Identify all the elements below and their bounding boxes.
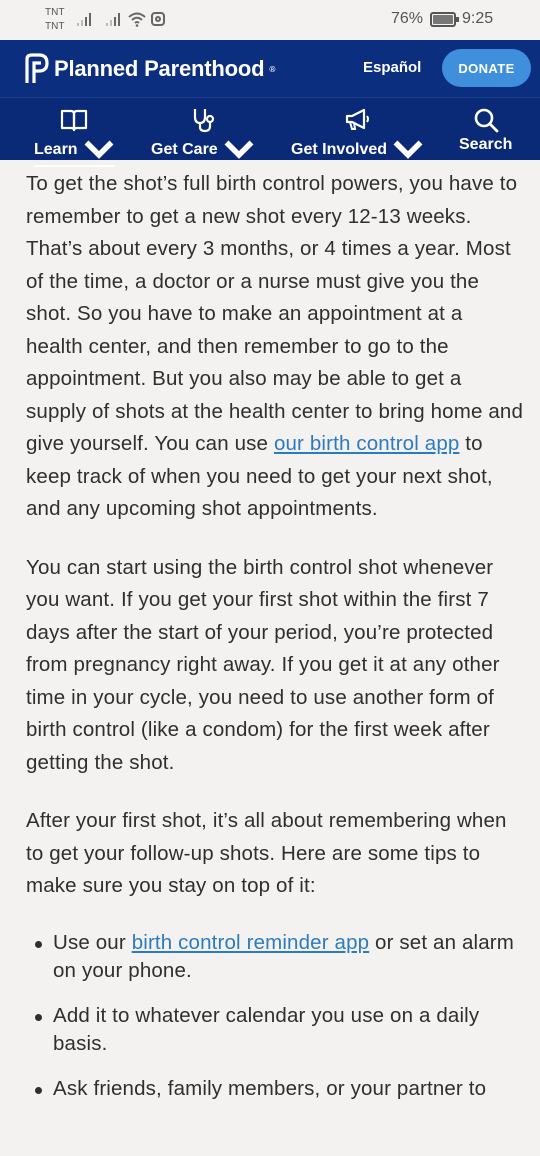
wifi-icon — [128, 10, 146, 28]
battery-icon — [430, 12, 456, 27]
stethoscope-icon — [187, 106, 217, 134]
nav-get-care[interactable] — [151, 106, 254, 164]
list-item: Ask friends, family members, or your partner to — [26, 1075, 524, 1103]
registered-mark: ® — [268, 64, 277, 74]
nav-search[interactable] — [459, 106, 512, 154]
book-icon — [59, 106, 89, 134]
instagram-icon — [151, 12, 165, 26]
search-icon — [471, 106, 501, 134]
signal-strength-icon — [77, 12, 91, 26]
nav-get-involved-label: Get Involved — [291, 141, 388, 158]
tips-list — [26, 929, 524, 1103]
paragraph-start-using: You can start using the birth control shot whenever you want. If you get your first shot within the first 7 days after the start of your period, you’re protected from pregnancy right away. If you get it at any other time in your cycle, you need to use another form of birth control (like a condom) for the first week after getting the shot. — [26, 555, 500, 774]
site-header — [0, 40, 540, 97]
signal-strength-icon-2 — [106, 12, 120, 26]
donate-button[interactable]: DONATE — [442, 49, 531, 87]
nav-search-label: Search — [459, 136, 513, 153]
megaphone-icon — [342, 106, 372, 134]
espanol-link[interactable]: Español — [363, 59, 422, 76]
chevron-down-icon — [224, 136, 254, 164]
carrier-labels — [45, 6, 64, 34]
battery-percent: 76% — [391, 10, 424, 27]
birth-control-reminder-app-link[interactable]: birth control reminder app — [131, 930, 370, 954]
chevron-down-icon — [84, 136, 114, 164]
carrier-2: TNT — [45, 21, 65, 32]
status-bar — [0, 0, 540, 40]
nav-learn-label: Learn — [34, 141, 78, 158]
nav-learn[interactable] — [34, 106, 114, 167]
carrier-1: TNT — [45, 7, 65, 18]
clock: 9:25 — [462, 10, 494, 27]
list-item: Add it to whatever calendar you use on a daily basis. — [26, 1002, 524, 1058]
list-item: Use our birth control reminder app or set an alarm on your phone. — [26, 929, 524, 985]
nav-get-care-label: Get Care — [151, 141, 218, 158]
birth-control-app-link[interactable]: our birth control app — [273, 432, 460, 455]
planned-parenthood-logo-icon — [24, 53, 50, 85]
paragraph-follow-up: After your first shot, it’s all about remembering when to get your follow-up shots. Here are some tips to make sure you stay on top of it: — [26, 809, 507, 897]
nav-get-involved[interactable] — [291, 106, 423, 164]
logo[interactable] — [24, 53, 276, 85]
main-nav — [0, 97, 540, 160]
brand-name: Planned Parenthood — [54, 56, 265, 81]
article-body — [26, 168, 524, 1120]
paragraph-shot-schedule: To get the shot’s full birth control powers, you have to remember to get a new shot every 12-13 weeks. That’s about every 3 months, or 4 times a year. Most of the time, a doctor or a nurse must give you the shot. So you have to make an appointment at a health center, and then remember to go to the appointment. But you also may be able to get a supply of shots at the health center to bring home and give yourself. You can use our birth control app to keep track of when you need to get your next shot, and any upcoming shot appointments. — [26, 172, 523, 520]
chevron-down-icon — [393, 136, 423, 164]
